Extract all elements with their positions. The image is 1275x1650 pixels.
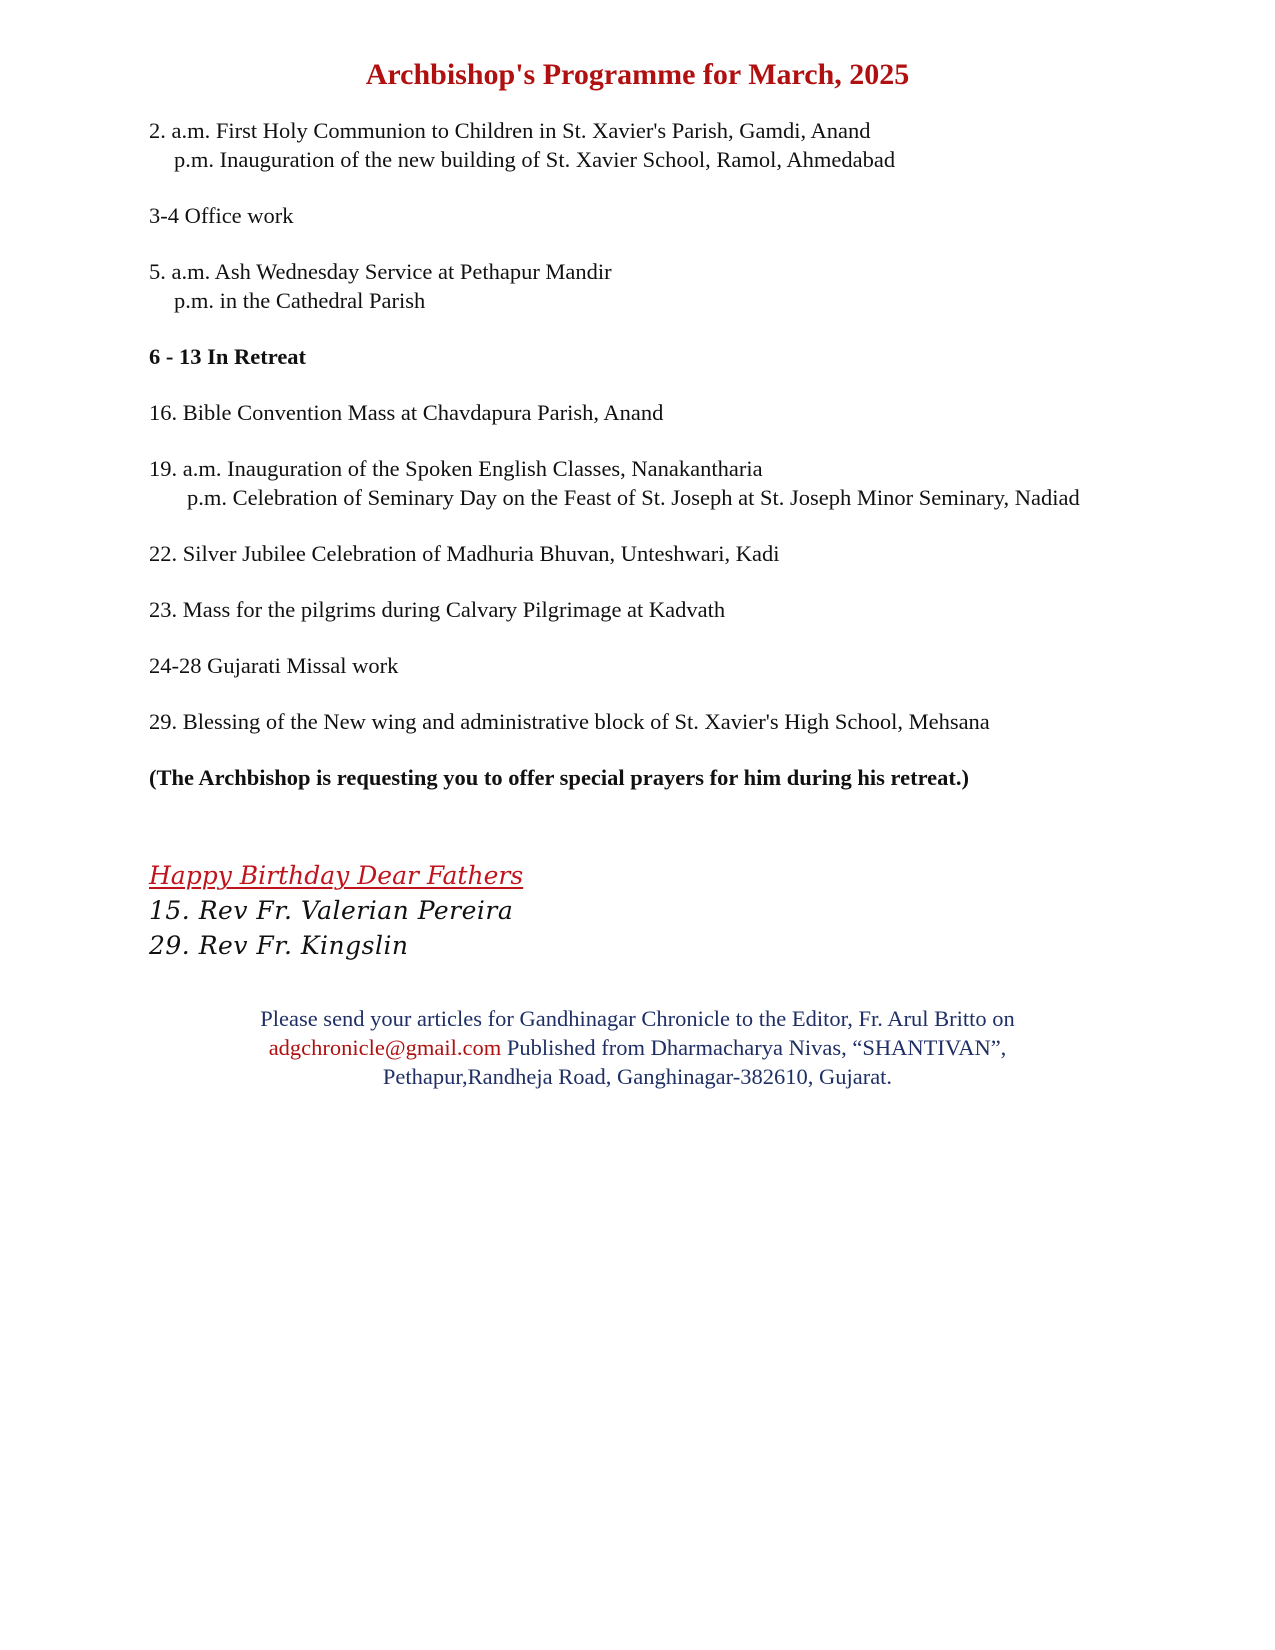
schedule-line: 23. Mass for the pilgrims during Calvary Pilgrimage at Kadvath: [149, 597, 726, 622]
schedule-entry-3-4: [149, 201, 1259, 230]
footer-line-1: Please send your articles for Gandhinagar Chronicle to the Editor, Fr. Arul Britto on: [260, 1006, 1015, 1031]
schedule-line: 22. Silver Jubilee Celebration of Madhuria Bhuvan, Unteshwari, Kadi: [149, 541, 780, 566]
footer-line-2-text: Published from Dharmacharya Nivas, “SHANTIVAN”,: [501, 1035, 1007, 1060]
schedule-line: 2. a.m. First Holy Communion to Children in St. Xavier's Parish, Gamdi, Anand: [149, 118, 871, 143]
schedule-entry-16: [149, 398, 1259, 427]
schedule-entry-23: [149, 595, 1259, 624]
birthday-section: [149, 858, 523, 963]
birthday-heading: Happy Birthday Dear Fathers: [149, 861, 524, 890]
birthday-item: 29. Rev Fr. Kingslin: [149, 931, 409, 960]
prayer-request-note: (The Archbishop is requesting you to offer special prayers for him during his retreat.): [149, 765, 970, 790]
schedule-entry-29: [149, 707, 1259, 736]
schedule-line: p.m. Inauguration of the new building of St. Xavier School, Ramol, Ahmedabad: [174, 147, 896, 172]
footer-line-2: [0, 1033, 1275, 1062]
birthday-item: 15. Rev Fr. Valerian Pereira: [149, 896, 514, 925]
schedule-line: 5. a.m. Ash Wednesday Service at Pethapur Mandir: [149, 259, 612, 284]
schedule-line: 29. Blessing of the New wing and administrative block of St. Xavier's High School, Mehsana: [149, 709, 990, 734]
schedule-entry-19: [149, 454, 1259, 512]
schedule-line: 3-4 Office work: [149, 203, 294, 228]
page-title: Archbishop's Programme for March, 2025: [365, 58, 910, 91]
schedule-entry-6-13: [149, 342, 1259, 371]
schedule-entry-24-28: [149, 651, 1259, 680]
schedule-line: 24-28 Gujarati Missal work: [149, 653, 399, 678]
schedule-entry-22: [149, 539, 1259, 568]
footer-notice: [0, 1004, 1275, 1091]
email-link[interactable]: adgchronicle@gmail.com: [268, 1035, 502, 1060]
schedule-entry-2: [149, 116, 1259, 174]
schedule-line: 19. a.m. Inauguration of the Spoken English Classes, Nanakantharia: [149, 456, 763, 481]
schedule-line: p.m. in the Cathedral Parish: [174, 288, 426, 313]
schedule-line: 6 - 13 In Retreat: [149, 344, 307, 369]
schedule-line: p.m. Celebration of Seminary Day on the Feast of St. Joseph at St. Joseph Minor Seminary, Nadiad: [187, 485, 1080, 510]
programme-schedule: [149, 116, 1259, 792]
schedule-entry-5: [149, 257, 1259, 315]
schedule-line: 16. Bible Convention Mass at Chavdapura Parish, Anand: [149, 400, 664, 425]
footer-line-3: Pethapur,Randheja Road, Ganghinagar-382610, Gujarat.: [382, 1064, 893, 1089]
